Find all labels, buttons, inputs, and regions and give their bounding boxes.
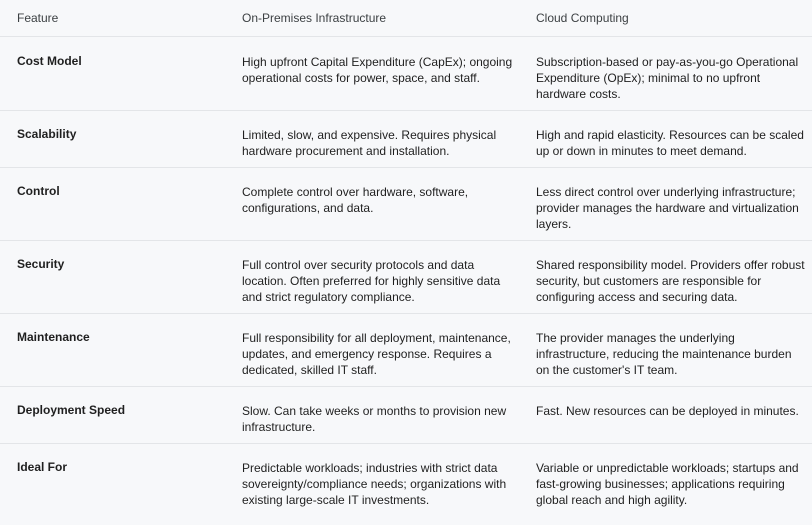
- on-prem-cell: Limited, slow, and expensive. Requires physical hardware procurement and installation.: [242, 128, 497, 158]
- table-row-control: [0, 167, 812, 241]
- feature-label: Scalability: [17, 127, 77, 141]
- table-header: [0, 0, 812, 37]
- cloud-cell: High and rapid elasticity. Resources can be scaled up or down in minutes to meet demand.: [536, 128, 804, 158]
- cloud-cell: The provider manages the underlying infrastructure, reducing the maintenance burden on the customer's IT team.: [536, 331, 792, 377]
- cloud-cell: Shared responsibility model. Providers offer robust security, but customers are responsible for configuring access and securing data.: [536, 258, 805, 304]
- cloud-cell: Variable or unpredictable workloads; startups and fast-growing businesses; applications requiring global reach and high agility.: [536, 461, 799, 507]
- header-on-premises: On-Premises Infrastructure: [242, 11, 387, 25]
- table-row-deployment-speed: [0, 386, 812, 444]
- feature-label: Control: [17, 184, 60, 198]
- header-feature: Feature: [17, 11, 59, 25]
- feature-label: Ideal For: [17, 460, 68, 474]
- table-row-security: [0, 240, 812, 314]
- cloud-cell: Fast. New resources can be deployed in minutes.: [536, 404, 799, 418]
- on-prem-cell: Full responsibility for all deployment, maintenance, updates, and emergency response. Requires a dedicated, skilled IT staff.: [242, 331, 511, 377]
- on-prem-cell: Complete control over hardware, software, configurations, and data.: [242, 185, 469, 215]
- on-prem-cell: Predictable workloads; industries with strict data sovereignty/compliance needs; organizations with existing large-scale IT investments.: [242, 461, 507, 507]
- table-row-ideal-for: [0, 443, 812, 516]
- on-prem-cell: Slow. Can take weeks or months to provision new infrastructure.: [242, 404, 507, 434]
- on-prem-cell: High upfront Capital Expenditure (CapEx); ongoing operational costs for power, space, and staff.: [242, 55, 513, 85]
- feature-label: Security: [17, 257, 65, 271]
- header-cloud-computing: Cloud Computing: [536, 11, 629, 25]
- feature-label: Deployment Speed: [17, 403, 126, 417]
- table-row-maintenance: [0, 313, 812, 387]
- on-prem-cell: Full control over security protocols and data location. Often preferred for highly sensitive data and strict regulatory compliance.: [242, 258, 501, 304]
- table-row-cost-model: [0, 37, 812, 111]
- cloud-cell: Subscription-based or pay-as-you-go Operational Expenditure (OpEx); minimal to no upfront hardware costs.: [536, 55, 799, 101]
- cloud-cell: Less direct control over underlying infrastructure; provider manages the hardware and virtualization layers.: [536, 185, 799, 231]
- feature-label: Maintenance: [17, 330, 90, 344]
- table-row-scalability: [0, 110, 812, 168]
- feature-label: Cost Model: [17, 54, 82, 68]
